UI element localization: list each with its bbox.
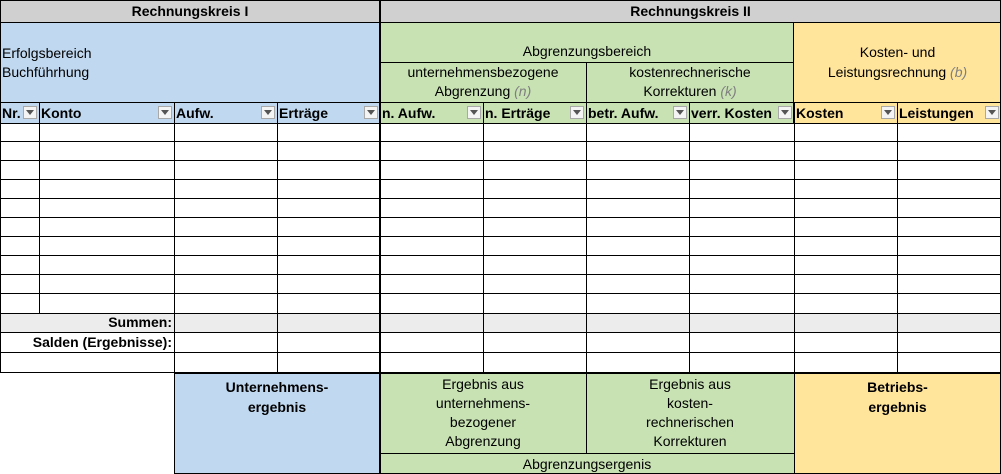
buchfuehrung-label[interactable]: Buchführhung <box>2 64 90 80</box>
grid-line <box>483 102 484 372</box>
grid-line <box>689 352 690 372</box>
grid-line <box>0 123 1001 124</box>
kosten-tag: (b) <box>950 64 968 80</box>
grid-line <box>174 373 175 474</box>
filter-dropdown-icon[interactable] <box>364 106 378 119</box>
unternehmensbezogen-line1: unternehmensbezogene <box>407 64 559 80</box>
ergebnis-korrekturen-block[interactable] <box>586 373 794 453</box>
grid-line <box>0 313 1001 314</box>
abgr-line3: bezogener <box>449 414 517 430</box>
column-header-6[interactable] <box>586 102 689 123</box>
filter-dropdown-icon[interactable] <box>985 106 999 119</box>
grid-line <box>380 62 794 63</box>
filter-dropdown-icon[interactable] <box>261 106 275 119</box>
filter-dropdown-icon[interactable] <box>778 106 792 119</box>
kostenrechnerische-korrekturen-block[interactable] <box>586 62 794 102</box>
column-header-label: n. Aufw. <box>382 105 436 121</box>
grid-line <box>0 179 1001 180</box>
grid-line <box>0 255 1001 256</box>
column-header-label: n. Erträge <box>485 105 551 121</box>
grid-line <box>0 274 1001 275</box>
grid-line <box>174 352 175 372</box>
column-header-4[interactable] <box>380 102 483 123</box>
grid-line <box>0 352 1001 353</box>
betrieb-line2: ergebnis <box>868 399 927 415</box>
header-rechnungskreis-1[interactable]: Rechnungskreis I <box>0 0 380 22</box>
grid-line <box>0 0 1001 1</box>
kostenrechnerisch-line2-wrap <box>643 82 736 101</box>
grid-line <box>483 352 484 372</box>
kreis-divider <box>379 0 381 474</box>
korr-line3: rechnerischen <box>646 414 734 430</box>
erfolgsbereich-label[interactable]: Erfolgsbereich <box>2 45 92 61</box>
grid-line <box>39 102 40 313</box>
header-rechnungskreis-2[interactable]: Rechnungskreis II <box>380 0 1001 22</box>
grid-line <box>0 198 1001 199</box>
summen-label[interactable]: Summen: <box>108 314 172 330</box>
filter-dropdown-icon[interactable] <box>673 106 687 119</box>
betrieb-line1: Betriebs- <box>867 379 928 395</box>
column-header-label: Kosten <box>796 105 844 121</box>
filter-dropdown-icon[interactable] <box>881 106 895 119</box>
salden-label[interactable]: Salden (Ergebnisse): <box>32 334 172 350</box>
kosten-line1: Kosten- und <box>859 44 936 60</box>
column-header-9[interactable] <box>897 102 1001 123</box>
korr-line1: Ergebnis aus <box>649 376 731 392</box>
column-header-7[interactable] <box>689 102 794 123</box>
filter-dropdown-icon[interactable] <box>158 106 172 119</box>
grid-line <box>586 373 587 453</box>
column-header-1[interactable] <box>39 102 174 123</box>
kosten-line2-wrap <box>828 62 967 82</box>
column-header-label: Konto <box>41 105 82 121</box>
kostenrechnerisch-line2: Korrekturen <box>643 83 717 99</box>
erfolgsbereich-block <box>0 22 380 102</box>
kostenrechnerisch-line1: kostenrechnerische <box>629 64 751 80</box>
ergebnis-abgrenzung-block[interactable] <box>380 373 586 453</box>
filter-dropdown-icon[interactable] <box>23 106 37 119</box>
unternehmensbezogen-tag: (n) <box>514 83 532 99</box>
grid-line <box>586 102 587 372</box>
grid-line <box>0 352 1 372</box>
unternehmensbezogen-line2: Abgrenzung <box>434 83 511 99</box>
column-header-label: Leistungen <box>899 105 974 121</box>
abgrenzungsbereich-block[interactable]: Abgrenzungsbereich <box>380 22 794 62</box>
column-header-label: Erträge <box>279 105 329 121</box>
abgr-line1: Ergebnis aus <box>442 376 524 392</box>
grid-line <box>0 22 1001 23</box>
column-header-label: verr. Kosten <box>691 105 772 121</box>
abgr-line4: Abgrenzung <box>445 433 521 449</box>
grid-line <box>0 0 1 353</box>
abgrenzungsergebnis-block[interactable]: Abgrenzungsergenis <box>380 453 794 474</box>
kosten-line2: Leistungsrechnung <box>827 64 947 80</box>
betriebsergebnis-block[interactable] <box>794 373 1001 474</box>
grid-line <box>586 352 587 372</box>
column-header-3[interactable] <box>277 102 380 123</box>
grid-line <box>689 102 690 372</box>
grid-line <box>0 102 1001 103</box>
column-header-label: Aufw. <box>176 105 214 121</box>
grid-line <box>277 352 278 372</box>
grid-line <box>897 102 898 372</box>
unternehmen-line2: ergebnis <box>247 399 307 415</box>
unternehmen-line1: Unternehmens- <box>225 379 329 395</box>
unternehmensergebnis-block[interactable] <box>174 373 380 474</box>
korr-line2: kosten- <box>667 395 713 411</box>
grid-line <box>794 373 795 474</box>
grid-line <box>0 236 1001 237</box>
column-header-2[interactable] <box>174 102 277 123</box>
unternehmensbezogen-line2-wrap <box>435 82 532 101</box>
abgr-line2: unternehmens- <box>435 395 531 411</box>
grid-line <box>897 352 898 372</box>
column-header-8[interactable] <box>794 102 897 123</box>
grid-line <box>380 453 794 454</box>
filter-dropdown-icon[interactable] <box>570 106 584 119</box>
filter-dropdown-icon[interactable] <box>467 106 481 119</box>
column-header-label: betr. Aufw. <box>588 105 659 121</box>
grid-line <box>0 160 1001 161</box>
grid-line <box>794 352 795 372</box>
column-header-label: Nr. <box>2 105 21 121</box>
korr-line4: Korrekturen <box>653 433 727 449</box>
kosten-leistungsrechnung-block[interactable] <box>794 22 1001 102</box>
grid-line <box>0 141 1001 142</box>
grid-line <box>174 102 175 372</box>
grid-line <box>277 102 278 372</box>
grid-line <box>0 293 1001 294</box>
unternehmensbezogene-abgrenzung-block[interactable] <box>380 62 586 102</box>
column-header-5[interactable] <box>483 102 586 123</box>
column-header-0[interactable] <box>0 102 39 123</box>
grid-line <box>0 217 1001 218</box>
kostenrechnerisch-tag: (k) <box>720 83 737 99</box>
grid-line <box>0 332 1001 333</box>
grid-line <box>174 373 1001 374</box>
grid-line <box>794 102 795 372</box>
